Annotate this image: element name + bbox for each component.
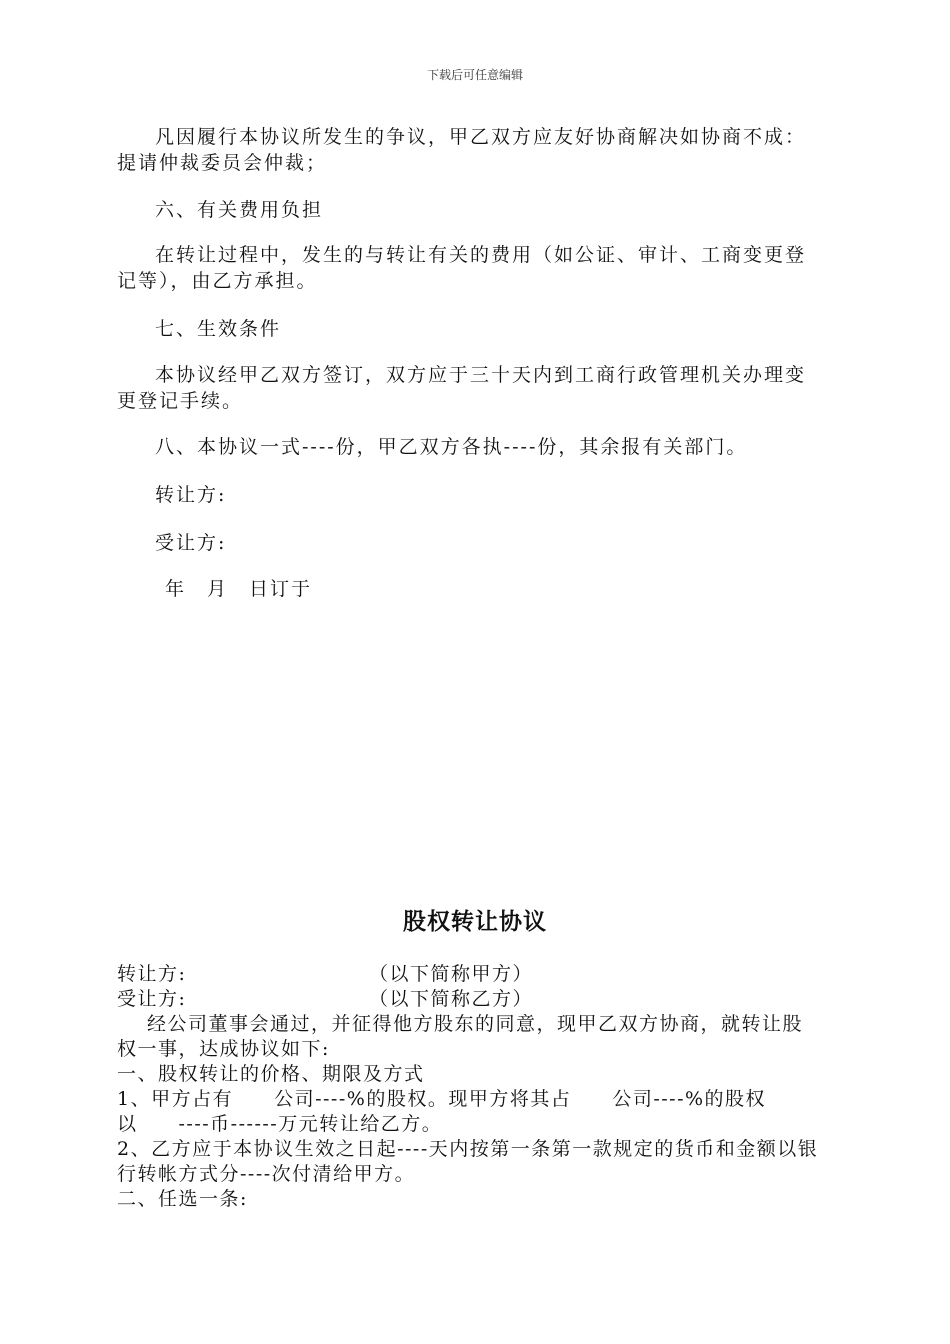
effective-paragraph: 本协议经甲乙双方签订，双方应于三十天内到工商行政管理机关办理变更登记手续。 bbox=[117, 364, 807, 412]
transferee-note: （以下简称乙方） bbox=[369, 988, 534, 1010]
page-header-note: 下载后可任意编辑 bbox=[426, 68, 523, 82]
item-one-paragraph: 1、甲方占有 公司----%的股权。现甲方将其占 公司----%的股权以 ----币------万元转让给乙方。 bbox=[117, 1088, 767, 1135]
copies-paragraph: 八、本协议一式----份，甲乙双方各执----份，其余报有关部门。 bbox=[155, 436, 748, 458]
section-seven-heading: 七、生效条件 bbox=[155, 318, 282, 340]
transferee-signature-label: 受让方: bbox=[155, 532, 227, 554]
item-two-paragraph: 2、乙方应于本协议生效之日起----天内按第一条第一款规定的货币和金额以银行转帐方式分----次付清给甲方。 bbox=[117, 1138, 819, 1185]
transferee-label: 受让方: bbox=[117, 988, 187, 1010]
document-title: 股权转让协议 bbox=[403, 909, 547, 935]
dispute-paragraph: 凡因履行本协议所发生的争议，甲乙双方应友好协商解决如协商不成： 提请仲裁委员会仲裁； bbox=[117, 126, 807, 174]
section-two-heading: 二、任选一条: bbox=[117, 1188, 248, 1210]
transferor-row bbox=[117, 962, 822, 987]
intro-paragraph: 经公司董事会通过，并征得他方股东的同意，现甲乙双方协商，就转让股权一事，达成协议如下: bbox=[117, 1013, 804, 1060]
transferor-note: （以下简称甲方） bbox=[369, 963, 534, 985]
section-six-heading: 六、有关费用负担 bbox=[155, 199, 324, 221]
agreement-body bbox=[117, 962, 822, 1212]
transferor-label: 转让方: bbox=[117, 963, 187, 985]
date-line: 年 月 日订于 bbox=[165, 578, 313, 600]
section-one-heading: 一、股权转让的价格、期限及方式 bbox=[117, 1063, 425, 1085]
fees-paragraph: 在转让过程中，发生的与转让有关的费用（如公证、审计、工商变更登记等），由乙方承担。 bbox=[117, 244, 807, 292]
transferee-row bbox=[117, 987, 822, 1012]
transferor-signature-label: 转让方: bbox=[155, 484, 227, 506]
